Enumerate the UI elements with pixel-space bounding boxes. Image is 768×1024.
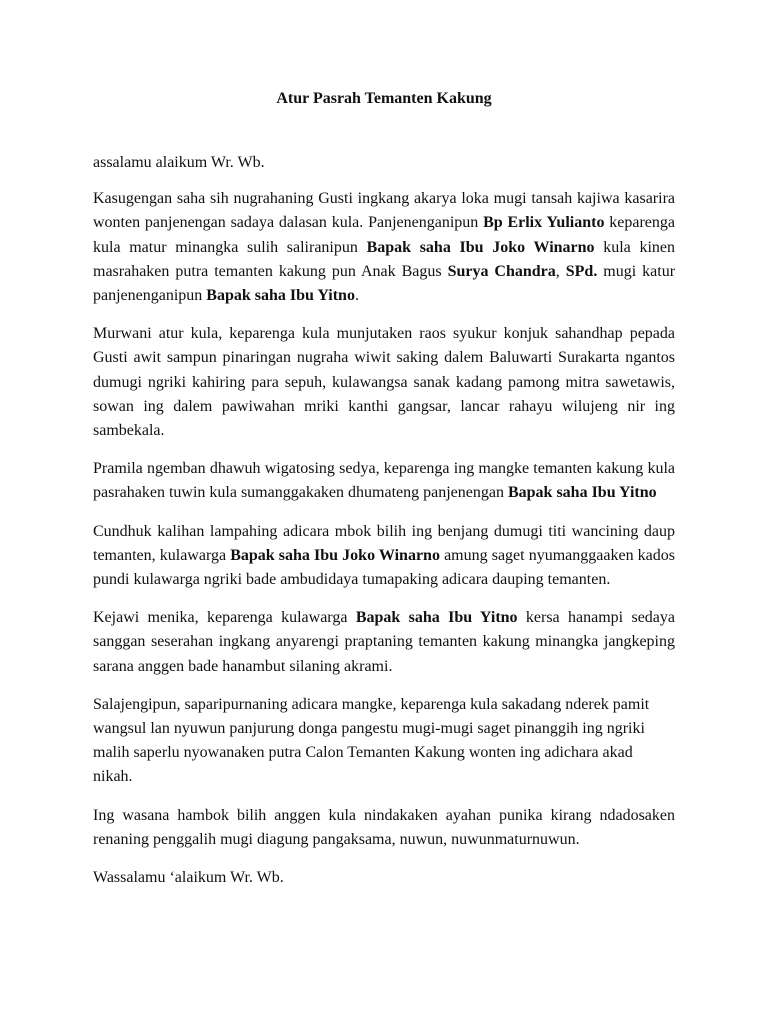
paragraph-7: Ing wasana hambok bilih anggen kula nindakaken ayahan punika kirang ndadosaken renaning penggalih mugi diagung pangaksama, nuwun, nuwunmaturnuwun.: [93, 806, 675, 848]
paragraph-text: Kasugengan saha sih nugrahaning Gusti ingkang akarya loka mugi tansah kajiwa kasarira wonten panjenengan sadaya dalasan kula. Panjenenganipun: [93, 190, 675, 232]
paragraph-5: [93, 606, 675, 679]
paragraph-1: [93, 187, 675, 308]
paragraph-text: .: [354, 287, 359, 305]
paragraph-4: [93, 520, 675, 593]
paragraph-text: keparenga kula matur minangka sulih saliranipun: [93, 214, 675, 256]
paragraph-text: mugi katur panjenenganipun: [93, 262, 676, 305]
name-bold: Bapak saha Ibu Joko Winarno: [366, 238, 595, 256]
name-bold: Bapak saha Ibu Yitno: [206, 287, 355, 305]
document-body: [93, 151, 675, 904]
greeting: assalamu alaikum Wr. Wb.: [93, 154, 265, 171]
paragraph-text: amung saget nyumanggaaken kados pundi kulawarga ngriki bade ambudidaya tumapaking adicara dauping temanten.: [93, 546, 676, 589]
document-title: Atur Pasrah Temanten Kakung: [276, 90, 492, 107]
paragraph-6: Salajengipun, saparipurnaning adicara mangke, keparenga kula sakadang nderek pamit wangsul lan nyuwun panjurung donga pangestu mugi-mugi saget pinanggih ing ngriki malih saperlu nyowanaken putra Calon Temanten Kakung wonten ing adichara akad nikah.: [93, 695, 650, 786]
name-bold: Bapak saha Ibu Yitno: [355, 609, 518, 627]
name-bold: Bp Erlix Yulianto: [483, 214, 605, 232]
closing: Wassalamu ‘alaikum Wr. Wb.: [93, 869, 284, 887]
name-bold: SPd.: [565, 262, 598, 280]
paragraph-2: Murwani atur kula, keparenga kula munjutaken raos syukur konjuk sahandhap pepada Gusti awit sampun pinaringan nugraha wiwit saking dalem Baluwarti Surakarta ngantos dumugi ngriki kahiring para sepuh, kulawangsa sanak kadang pamong mitra sawetawis, sowan ing dalem pawiwahan mriki kanthi gangsar, lancar rahayu wilujeng nir ing sambekala.: [93, 325, 675, 440]
name-bold: Surya Chandra: [447, 262, 556, 280]
paragraph-text: Cundhuk kalihan lampahing adicara mbok bilih ing benjang dumugi titi wancining daup temanten, kulawarga: [93, 522, 675, 564]
paragraph-3: [93, 457, 675, 505]
paragraph-text: kula kinen masrahaken putra temanten kakung pun Anak Bagus: [93, 238, 676, 280]
paragraph-text: ,: [555, 262, 566, 280]
paragraph-text: Kejawi menika, keparenga kulawarga: [93, 609, 356, 627]
name-bold: Bapak saha Ibu Joko Winarno: [230, 546, 440, 564]
paragraph-text: kersa hanampi sedaya sanggan seserahan ingkang anyarengi praptaning temanten kakung minangka jangkeping sarana anggen bade hanambut silaning akrami.: [93, 609, 676, 675]
paragraph-text: Pramila ngemban dhawuh wigatosing sedya, keparenga ing mangke temanten kakung kula pasrahaken tuwin kula sumanggakaken dhumateng panjenengan: [93, 460, 675, 502]
name-bold: Bapak saha Ibu Yitno: [507, 484, 657, 502]
